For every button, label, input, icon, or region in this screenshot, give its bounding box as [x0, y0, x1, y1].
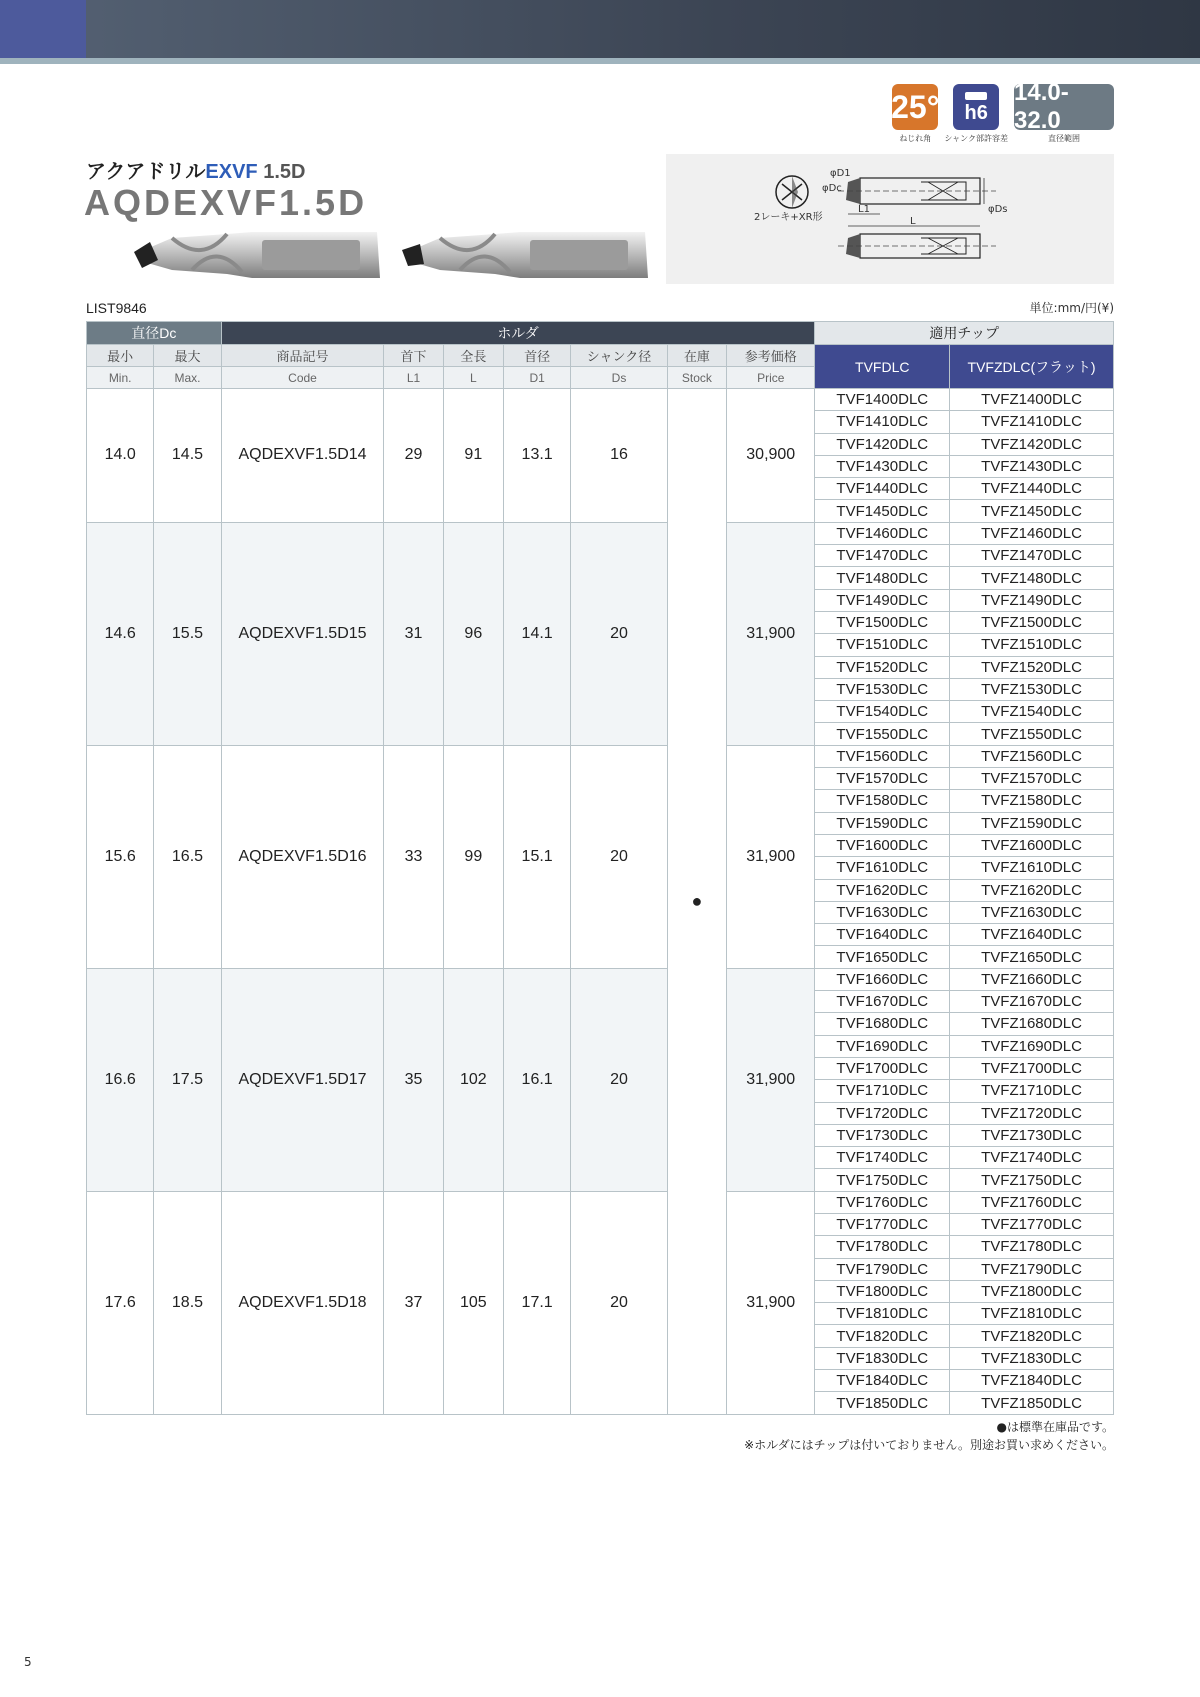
footnote-stock: ●は標準在庫品です。 [996, 1420, 1114, 1434]
cell-price: 31,900 [727, 522, 815, 745]
cell-tip-tvfz: TVFZ1550DLC [950, 723, 1114, 745]
cell-tip-tvfz: TVFZ1750DLC [950, 1169, 1114, 1191]
cell-tip-tvfz: TVFZ1830DLC [950, 1347, 1114, 1369]
cell-tip-tvfz: TVFZ1510DLC [950, 634, 1114, 656]
cell-code: AQDEXVF1.5D15 [221, 522, 384, 745]
col-header-code: 商品記号 [221, 345, 384, 367]
cell-tip-tvf: TVF1790DLC [815, 1258, 950, 1280]
cell-tip-tvfz: TVFZ1610DLC [950, 857, 1114, 879]
col-header-ds: シャンク径 [571, 345, 667, 367]
cell-tip-tvf: TVF1460DLC [815, 522, 950, 544]
cell-d1: 13.1 [503, 389, 570, 523]
cell-tip-tvf: TVF1650DLC [815, 946, 950, 968]
cell-tip-tvfz: TVFZ1790DLC [950, 1258, 1114, 1280]
cell-tip-tvfz: TVFZ1430DLC [950, 455, 1114, 477]
cell-tip-tvfz: TVFZ1820DLC [950, 1325, 1114, 1347]
cell-l1: 37 [384, 1191, 443, 1414]
cell-tip-tvf: TVF1550DLC [815, 723, 950, 745]
cell-tip-tvfz: TVFZ1420DLC [950, 433, 1114, 455]
cell-tip-tvf: TVF1620DLC [815, 879, 950, 901]
cell-tip-tvfz: TVFZ1450DLC [950, 500, 1114, 522]
spec-table [86, 321, 1114, 1415]
cell-tip-tvf: TVF1660DLC [815, 968, 950, 990]
cell-tip-tvfz: TVFZ1480DLC [950, 567, 1114, 589]
cell-max: 17.5 [154, 968, 221, 1191]
ds-label: φDs [988, 204, 1008, 215]
cell-tip-tvf: TVF1500DLC [815, 611, 950, 633]
cell-tip-tvf: TVF1830DLC [815, 1347, 950, 1369]
shank-icon [965, 92, 987, 100]
col-header-l1: 首下 [384, 345, 443, 367]
cell-tip-tvf: TVF1560DLC [815, 745, 950, 767]
cell-tip-tvfz: TVFZ1850DLC [950, 1392, 1114, 1414]
cell-code: AQDEXVF1.5D17 [221, 968, 384, 1191]
badge-caption: 直径範囲 [1048, 134, 1080, 143]
cell-tip-tvf: TVF1430DLC [815, 455, 950, 477]
cell-tip-tvfz: TVFZ1560DLC [950, 745, 1114, 767]
cell-max: 16.5 [154, 745, 221, 968]
col-header-tvfzdlc: TVFZDLC(フラット) [950, 345, 1114, 389]
cell-price: 31,900 [727, 745, 815, 968]
cell-tip-tvf: TVF1850DLC [815, 1392, 950, 1414]
cell-tip-tvfz: TVFZ1540DLC [950, 701, 1114, 723]
cell-l1: 29 [384, 389, 443, 523]
cell-tip-tvfz: TVFZ1530DLC [950, 678, 1114, 700]
shank-tolerance-badge [953, 84, 999, 130]
cell-tip-tvf: TVF1510DLC [815, 634, 950, 656]
product-title-jp [86, 155, 305, 184]
cell-l1: 33 [384, 745, 443, 968]
table-row [87, 968, 1114, 990]
cell-tip-tvf: TVF1760DLC [815, 1191, 950, 1213]
cell-tip-tvf: TVF1750DLC [815, 1169, 950, 1191]
cell-code: AQDEXVF1.5D14 [221, 389, 384, 523]
cell-l: 105 [443, 1191, 503, 1414]
col-header-l: 全長 [443, 345, 503, 367]
cell-tip-tvfz: TVFZ1470DLC [950, 545, 1114, 567]
cell-tip-tvf: TVF1770DLC [815, 1213, 950, 1235]
cell-tip-tvfz: TVFZ1700DLC [950, 1057, 1114, 1079]
list-number: LIST9846 [86, 300, 147, 316]
l-label: L [910, 216, 916, 227]
title-jp-prefix: アクアドリル [86, 161, 206, 183]
cell-tip-tvfz: TVFZ1650DLC [950, 946, 1114, 968]
cell-tip-tvfz: TVFZ1760DLC [950, 1191, 1114, 1213]
cell-tip-tvfz: TVFZ1620DLC [950, 879, 1114, 901]
cell-min: 16.6 [87, 968, 154, 1191]
unit-note: 単位:mm/円(¥) [1029, 301, 1114, 315]
badge-shank [944, 84, 1008, 144]
dc-label: φDc [822, 183, 842, 194]
col-sub-ds: Ds [571, 367, 667, 389]
cell-tip-tvf: TVF1700DLC [815, 1057, 950, 1079]
cell-tip-tvf: TVF1470DLC [815, 545, 950, 567]
cell-tip-tvfz: TVFZ1410DLC [950, 411, 1114, 433]
table-row [87, 1191, 1114, 1213]
col-sub-price: Price [727, 367, 815, 389]
cell-ds: 20 [571, 968, 667, 1191]
cell-max: 15.5 [154, 522, 221, 745]
cell-l1: 35 [384, 968, 443, 1191]
cell-stock-mark: ● [667, 389, 726, 1415]
cell-price: 31,900 [727, 968, 815, 1191]
cell-ds: 20 [571, 522, 667, 745]
col-sub-min: Min. [87, 367, 154, 389]
badge-helix [892, 84, 938, 144]
table-row [87, 389, 1114, 411]
cell-min: 15.6 [87, 745, 154, 968]
col-sub-l1: L1 [384, 367, 443, 389]
col-header-d1: 首径 [503, 345, 570, 367]
cell-tip-tvfz: TVFZ1670DLC [950, 991, 1114, 1013]
cell-tip-tvf: TVF1720DLC [815, 1102, 950, 1124]
cell-code: AQDEXVF1.5D18 [221, 1191, 384, 1414]
cell-tip-tvf: TVF1730DLC [815, 1124, 950, 1146]
cell-tip-tvf: TVF1580DLC [815, 790, 950, 812]
footnote-tips: ※ホルダにはチップは付いておりません。別途お買い求めください。 [744, 1438, 1114, 1452]
title-jp-suffix: 1.5D [257, 161, 306, 183]
col-header-max: 最大 [154, 345, 221, 367]
cell-tip-tvf: TVF1780DLC [815, 1236, 950, 1258]
col-sub-max: Max. [154, 367, 221, 389]
cell-tip-tvf: TVF1840DLC [815, 1370, 950, 1392]
l1-label: L1 [858, 204, 870, 215]
cell-ds: 20 [571, 745, 667, 968]
cell-tip-tvfz: TVFZ1680DLC [950, 1013, 1114, 1035]
group-header-tips: 適用チップ [815, 322, 1114, 345]
cell-d1: 14.1 [503, 522, 570, 745]
cell-d1: 15.1 [503, 745, 570, 968]
cell-tip-tvfz: TVFZ1840DLC [950, 1370, 1114, 1392]
group-header-diameter: 直径Dc [87, 322, 222, 345]
product-title-en: AQDEXVF1.5D [84, 182, 368, 223]
col-sub-stock: Stock [667, 367, 726, 389]
cell-min: 17.6 [87, 1191, 154, 1414]
dimension-diagram [666, 154, 1114, 284]
cell-ds: 20 [571, 1191, 667, 1414]
footnotes [744, 1418, 1114, 1454]
cell-l: 91 [443, 389, 503, 523]
cell-price: 31,900 [727, 1191, 815, 1414]
cell-tip-tvf: TVF1680DLC [815, 1013, 950, 1035]
cell-tip-tvfz: TVFZ1740DLC [950, 1147, 1114, 1169]
title-jp-series: EXVF [205, 161, 258, 183]
cell-tip-tvfz: TVFZ1770DLC [950, 1213, 1114, 1235]
cell-tip-tvf: TVF1630DLC [815, 901, 950, 923]
cell-max: 18.5 [154, 1191, 221, 1414]
spec-badges [891, 79, 1114, 144]
col-sub-code: Code [221, 367, 384, 389]
cell-tip-tvfz: TVFZ1640DLC [950, 924, 1114, 946]
cell-tip-tvfz: TVFZ1500DLC [950, 611, 1114, 633]
helix-angle-badge: 25° [892, 84, 938, 130]
cell-tip-tvf: TVF1810DLC [815, 1303, 950, 1325]
table-row [87, 745, 1114, 767]
diameter-range-badge: 14.0-32.0 [1014, 84, 1114, 130]
cell-min: 14.0 [87, 389, 154, 523]
cell-tip-tvfz: TVFZ1490DLC [950, 589, 1114, 611]
cell-l: 99 [443, 745, 503, 968]
col-sub-d1: D1 [503, 367, 570, 389]
col-header-min: 最小 [87, 345, 154, 367]
cell-tip-tvf: TVF1800DLC [815, 1280, 950, 1302]
cell-tip-tvfz: TVFZ1630DLC [950, 901, 1114, 923]
col-header-stock: 在庫 [667, 345, 726, 367]
header-accent-block [0, 0, 86, 58]
cell-tip-tvfz: TVFZ1590DLC [950, 812, 1114, 834]
cell-tip-tvf: TVF1490DLC [815, 589, 950, 611]
cell-tip-tvfz: TVFZ1440DLC [950, 478, 1114, 500]
cell-tip-tvfz: TVFZ1570DLC [950, 768, 1114, 790]
cell-tip-tvfz: TVFZ1690DLC [950, 1035, 1114, 1057]
cell-tip-tvfz: TVFZ1580DLC [950, 790, 1114, 812]
cell-tip-tvfz: TVFZ1520DLC [950, 656, 1114, 678]
cell-tip-tvf: TVF1530DLC [815, 678, 950, 700]
cell-tip-tvf: TVF1820DLC [815, 1325, 950, 1347]
cell-l: 102 [443, 968, 503, 1191]
cell-l1: 31 [384, 522, 443, 745]
col-header-price: 参考価格 [727, 345, 815, 367]
cell-tip-tvf: TVF1410DLC [815, 411, 950, 433]
badge-caption: シャンク部許容差 [944, 134, 1008, 143]
cell-tip-tvfz: TVFZ1600DLC [950, 834, 1114, 856]
badge-diameter [1014, 79, 1114, 144]
cell-tip-tvf: TVF1640DLC [815, 924, 950, 946]
cell-d1: 17.1 [503, 1191, 570, 1414]
group-header-holder: ホルダ [221, 322, 815, 345]
cell-tip-tvfz: TVFZ1710DLC [950, 1080, 1114, 1102]
cell-tip-tvf: TVF1420DLC [815, 433, 950, 455]
cell-tip-tvf: TVF1480DLC [815, 567, 950, 589]
drill-photo-1 [132, 224, 382, 286]
cell-tip-tvf: TVF1520DLC [815, 656, 950, 678]
cell-tip-tvfz: TVFZ1460DLC [950, 522, 1114, 544]
cell-min: 14.6 [87, 522, 154, 745]
table-row [87, 522, 1114, 544]
page-number: 5 [24, 1655, 32, 1669]
col-sub-l: L [443, 367, 503, 389]
cell-tip-tvf: TVF1670DLC [815, 991, 950, 1013]
cell-tip-tvf: TVF1590DLC [815, 812, 950, 834]
rake-label: 2レーキ+XR形 [754, 212, 823, 223]
cell-tip-tvfz: TVFZ1720DLC [950, 1102, 1114, 1124]
cell-tip-tvf: TVF1740DLC [815, 1147, 950, 1169]
cell-tip-tvfz: TVFZ1810DLC [950, 1303, 1114, 1325]
drill-photo-2 [400, 224, 650, 286]
shank-tolerance-value: h6 [964, 101, 988, 124]
cell-tip-tvf: TVF1710DLC [815, 1080, 950, 1102]
cell-tip-tvfz: TVFZ1800DLC [950, 1280, 1114, 1302]
cell-tip-tvf: TVF1540DLC [815, 701, 950, 723]
col-header-tvfdlc: TVFDLC [815, 345, 950, 389]
cell-tip-tvf: TVF1570DLC [815, 768, 950, 790]
cell-tip-tvfz: TVFZ1780DLC [950, 1236, 1114, 1258]
cell-d1: 16.1 [503, 968, 570, 1191]
header-band [0, 0, 1200, 58]
d1-label: φD1 [830, 168, 851, 179]
cell-tip-tvf: TVF1450DLC [815, 500, 950, 522]
cell-ds: 16 [571, 389, 667, 523]
cell-tip-tvfz: TVFZ1400DLC [950, 389, 1114, 411]
header-rule [0, 58, 1200, 64]
cell-tip-tvfz: TVFZ1660DLC [950, 968, 1114, 990]
cell-price: 30,900 [727, 389, 815, 523]
cell-tip-tvf: TVF1690DLC [815, 1035, 950, 1057]
cell-l: 96 [443, 522, 503, 745]
cell-code: AQDEXVF1.5D16 [221, 745, 384, 968]
spec-table-body [87, 389, 1114, 1415]
cell-tip-tvf: TVF1600DLC [815, 834, 950, 856]
cell-tip-tvf: TVF1400DLC [815, 389, 950, 411]
cell-tip-tvf: TVF1610DLC [815, 857, 950, 879]
badge-caption: ねじれ角 [899, 134, 932, 143]
cell-max: 14.5 [154, 389, 221, 523]
cell-tip-tvfz: TVFZ1730DLC [950, 1124, 1114, 1146]
cell-tip-tvf: TVF1440DLC [815, 478, 950, 500]
